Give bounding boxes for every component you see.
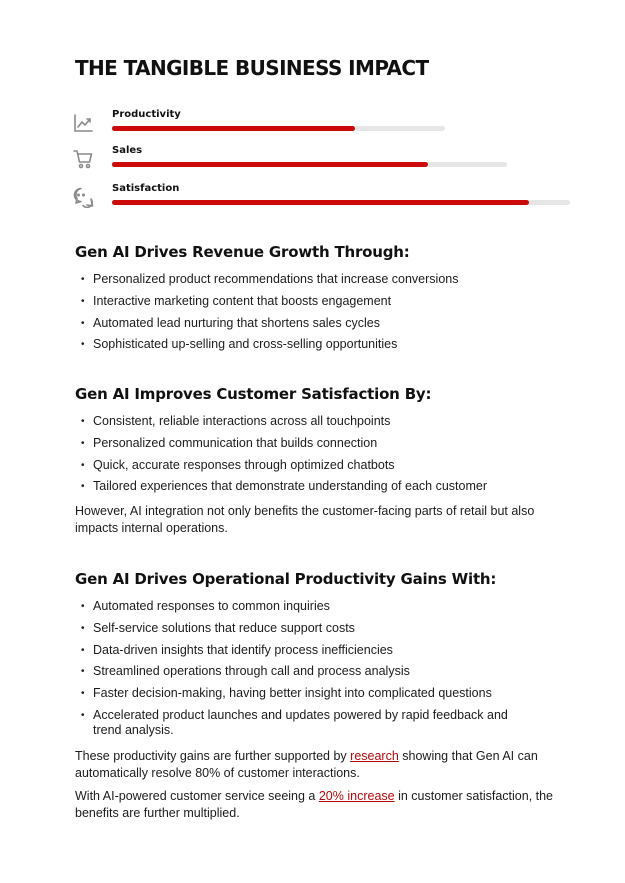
metric-label: Productivity (112, 109, 181, 120)
metric-progress-fill (112, 162, 428, 167)
transition-paragraph: However, AI integration not only benefits the customer-facing parts of retail but also impacts internal operations. (75, 504, 535, 535)
list-item: • Quick, accurate responses through optimized chatbots (75, 458, 555, 473)
list-item: • Self-service solutions that reduce support costs (75, 621, 555, 636)
paragraph-text: These productivity gains are further supported by (75, 749, 351, 763)
metric-progress-track (112, 200, 570, 205)
page-title: THE TANGIBLE BUSINESS IMPACT (75, 56, 429, 80)
section-heading-revenue: Gen AI Drives Revenue Growth Through: (75, 243, 410, 261)
productivity-list (75, 599, 555, 745)
satisfaction-list (75, 414, 555, 501)
metric-sales (75, 145, 575, 178)
paragraph-text: in customer satisfaction, the benefits are further multiplied. (75, 789, 554, 820)
revenue-list (75, 272, 555, 359)
metric-label: Sales (112, 145, 143, 156)
list-item: • Data-driven insights that identify process inefficiencies (75, 643, 555, 658)
metric-progress-fill (112, 126, 355, 131)
increase-link[interactable]: 20% increase (318, 789, 395, 803)
list-item: • Tailored experiences that demonstrate understanding of each customer (75, 479, 555, 494)
list-item: • Consistent, reliable interactions across all touchpoints (75, 414, 555, 429)
satisfaction-paragraph (75, 788, 565, 822)
research-link[interactable]: research (350, 749, 399, 763)
paragraph-text: showing that Gen AI can automatically resolve 80% of customer interactions. (75, 749, 538, 780)
list-item: • Sophisticated up-selling and cross-selling opportunities (75, 337, 555, 352)
section-heading-productivity: Gen AI Drives Operational Productivity Gains With: (75, 570, 497, 588)
shopping-cart-icon (72, 148, 94, 170)
paragraph-text: With AI-powered customer service seeing a (75, 789, 319, 803)
metric-progress-track (112, 126, 445, 131)
line-chart-icon (72, 112, 94, 134)
metric-progress-fill (112, 200, 529, 205)
list-item: • Personalized communication that builds connection (75, 436, 555, 451)
list-item: • Personalized product recommendations that increase conversions (75, 272, 555, 287)
list-item: • Automated responses to common inquiries (75, 599, 555, 614)
list-item: • Streamlined operations through call and process analysis (75, 664, 555, 679)
list-item: • Interactive marketing content that boosts engagement (75, 294, 555, 309)
metric-productivity (75, 109, 575, 142)
list-item: • Faster decision-making, having better insight into complicated questions (75, 686, 555, 701)
metric-label: Satisfaction (112, 183, 180, 194)
chat-bubbles-icon (72, 186, 94, 208)
metric-satisfaction (75, 183, 575, 216)
list-item: • Automated lead nurturing that shortens sales cycles (75, 316, 555, 331)
list-item: • Accelerated product launches and updates powered by rapid feedback and trend analysis. (75, 708, 533, 738)
metric-progress-track (112, 162, 507, 167)
research-paragraph (75, 748, 565, 782)
section-heading-satisfaction: Gen AI Improves Customer Satisfaction By: (75, 385, 432, 403)
